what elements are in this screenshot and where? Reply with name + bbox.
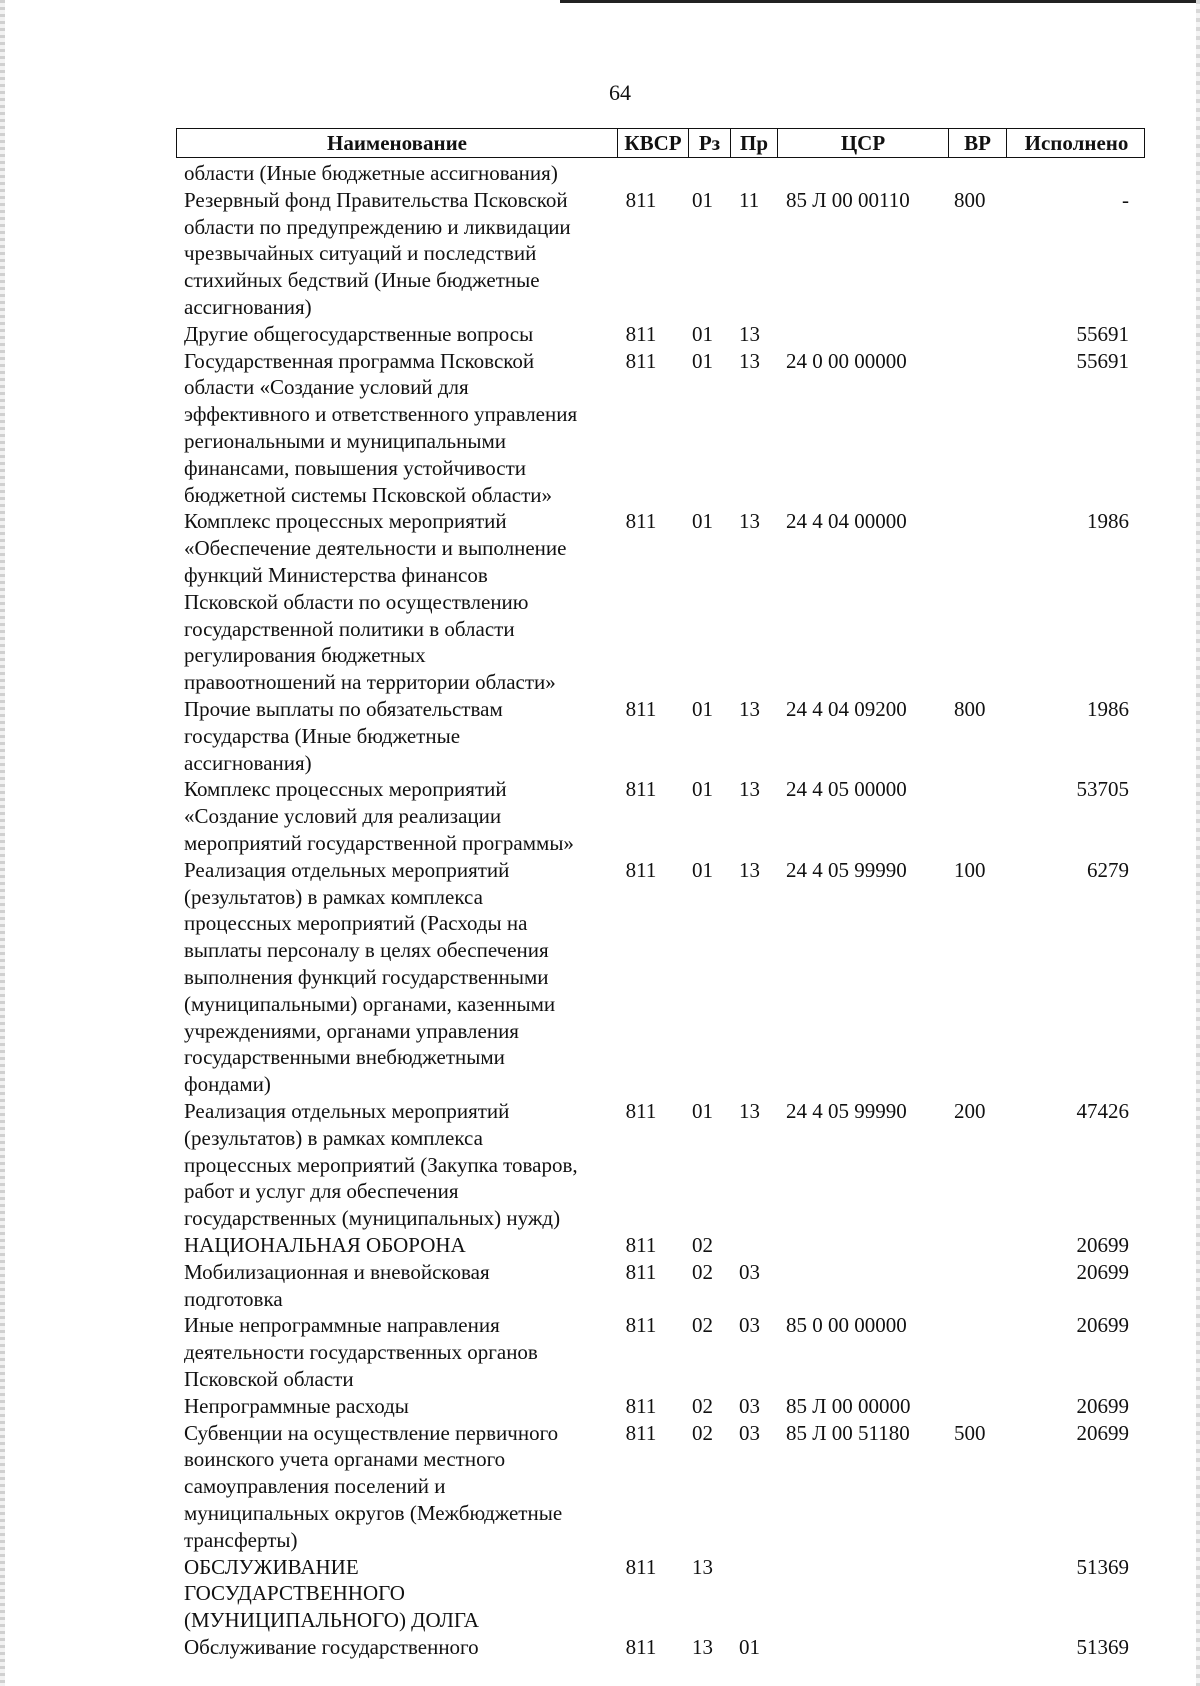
name-line: Реализация отдельных мероприятий (184, 1099, 510, 1123)
cell-pr: 13 (739, 1099, 760, 1123)
cell-rz: 13 (692, 1554, 713, 1579)
name-line: области «Создание условий для (184, 375, 469, 400)
name-line: эффективного и ответственного управления (184, 402, 578, 427)
cell-kvsr: 811 (625, 348, 657, 373)
cell-pr: 01 (739, 1635, 760, 1659)
table-header (176, 128, 1145, 158)
cell-kvsr: 811 (625, 187, 657, 212)
cell-pr: 13 (739, 697, 760, 721)
table-row (176, 348, 1145, 509)
table-row (176, 776, 1145, 856)
cell-name (184, 1554, 614, 1634)
name-line: Псковской области по осуществлению (184, 589, 529, 614)
name-line: «Создание условий для реализации (184, 804, 502, 829)
cell-kvsr: 811 (625, 1554, 657, 1579)
cell-kvsr: 811 (625, 1635, 657, 1659)
cell-name (184, 1259, 614, 1313)
cell-isp: 55691 (1076, 321, 1129, 346)
name-line: деятельности государственных органов (184, 1340, 538, 1365)
cell-rz: 02 (692, 1233, 713, 1257)
cell-vr: 800 (954, 697, 986, 721)
cell-pr: 13 (739, 509, 760, 534)
name-line: самоуправления поселений и (184, 1474, 446, 1499)
name-line: регулирования бюджетных (184, 643, 426, 668)
table-row (176, 1420, 1145, 1554)
table-row (176, 1312, 1145, 1392)
cell-kvsr: 811 (625, 857, 657, 882)
cell-pr: 13 (739, 777, 760, 802)
name-line: бюджетной системы Псковской области» (184, 482, 553, 507)
cell-isp: 20699 (1076, 1420, 1129, 1445)
cell-csr: 85 0 00 00000 (786, 1313, 907, 1338)
name-line: воинского учета органами местного (184, 1447, 506, 1472)
cell-kvsr: 811 (625, 1393, 657, 1418)
name-line: трансферты) (184, 1527, 298, 1552)
cell-name (184, 1098, 614, 1232)
name-line: ГОСУДАРСТВЕННОГО (184, 1581, 405, 1606)
cell-kvsr: 811 (625, 1259, 657, 1284)
cell-pr: 03 (739, 1420, 760, 1445)
name-line: Резервный фонд Правительства Псковской (184, 187, 568, 212)
name-line: стихийных бедствий (Иные бюджетные (184, 268, 540, 293)
table-row (176, 696, 1145, 776)
cell-isp: 55691 (1076, 348, 1129, 373)
cell-csr: 24 4 04 09200 (786, 697, 907, 721)
cell-name (184, 857, 614, 1098)
name-line: чрезвычайных ситуаций и последствий (184, 241, 537, 266)
cell-rz: 01 (692, 857, 713, 882)
cell-rz: 01 (692, 509, 713, 534)
name-line: (МУНИЦИПАЛЬНОГО) ДОЛГА (184, 1608, 479, 1633)
page-number: 64 (609, 80, 631, 105)
cell-kvsr: 811 (625, 1313, 657, 1338)
cell-pr: 03 (739, 1313, 760, 1338)
cell-rz: 01 (692, 697, 713, 721)
cell-name (184, 1312, 614, 1392)
cell-isp: 51369 (1076, 1635, 1129, 1659)
scan-edge-right (1196, 0, 1200, 1686)
name-line: процессных мероприятий (Закупка товаров, (184, 1152, 578, 1177)
table-row (176, 1634, 1145, 1661)
cell-isp: 51369 (1076, 1554, 1129, 1579)
cell-isp: 20699 (1076, 1313, 1129, 1338)
name-line: выполнения функций государственными (184, 964, 549, 989)
scan-edge-left (0, 0, 5, 1686)
name-line: «Обеспечение деятельности и выполнение (184, 536, 567, 561)
cell-name (184, 1232, 614, 1259)
header-vr: ВР (949, 129, 1007, 157)
name-line: региональными и муниципальными (184, 428, 507, 453)
name-line: Псковской области (184, 1366, 354, 1391)
table-row (176, 321, 1145, 348)
cell-csr: 24 4 05 99990 (786, 857, 907, 882)
table-row (176, 1232, 1145, 1259)
name-line: правоотношений на территории области» (184, 670, 556, 695)
header-pr: Пр (731, 129, 778, 157)
table-row (176, 187, 1145, 321)
cell-csr: 85 Л 00 00000 (786, 1393, 911, 1418)
name-line: Государственная программа Псковской (184, 348, 535, 373)
cell-name (184, 187, 614, 321)
name-line: (результатов) в рамках комплекса (184, 1125, 483, 1150)
cell-isp: 1986 (1087, 697, 1129, 721)
name-line: Мобилизационная и вневойсковая (184, 1259, 490, 1284)
cell-rz: 01 (692, 348, 713, 373)
cell-name (184, 776, 614, 856)
cell-name (184, 160, 614, 187)
header-isp: Исполнено (1024, 131, 1129, 155)
cell-kvsr: 811 (625, 1233, 657, 1257)
name-line: Прочие выплаты по обязательствам (184, 697, 503, 721)
header-kvsr: КВСР (618, 129, 689, 157)
name-line: ассигнования) (184, 294, 312, 319)
cell-name (184, 1393, 614, 1420)
cell-isp: 20699 (1076, 1259, 1129, 1284)
cell-rz: 01 (692, 777, 713, 802)
cell-vr: 800 (954, 187, 986, 212)
cell-kvsr: 811 (625, 777, 657, 802)
cell-rz: 01 (692, 321, 713, 346)
name-line: Субвенции на осуществление первичного (184, 1420, 559, 1445)
cell-name (184, 696, 614, 776)
cell-csr: 24 4 05 99990 (786, 1099, 907, 1123)
name-line: Обслуживание государственного (184, 1635, 479, 1659)
name-line: ОБСЛУЖИВАНИЕ (184, 1554, 359, 1579)
name-line: области (Иные бюджетные ассигнования) (184, 161, 558, 185)
name-line: государственными внебюджетными (184, 1045, 505, 1070)
name-line: Реализация отдельных мероприятий (184, 857, 510, 882)
cell-name (184, 1634, 614, 1661)
name-line: учреждениями, органами управления (184, 1018, 519, 1043)
cell-isp: 20699 (1076, 1233, 1129, 1257)
name-line: функций Министерства финансов (184, 562, 488, 587)
cell-name (184, 348, 614, 509)
cell-csr: 24 0 00 00000 (786, 348, 907, 373)
cell-name (184, 508, 614, 696)
table-row (176, 1554, 1145, 1634)
cell-kvsr: 811 (625, 1420, 657, 1445)
cell-isp: - (1122, 187, 1129, 212)
name-line: (результатов) в рамках комплекса (184, 884, 483, 909)
table-row (176, 857, 1145, 1098)
cell-isp: 20699 (1076, 1393, 1129, 1418)
table-row (176, 160, 1145, 187)
cell-pr: 13 (739, 321, 760, 346)
cell-rz: 02 (692, 1259, 713, 1284)
cell-vr: 500 (954, 1420, 986, 1445)
cell-isp: 53705 (1076, 777, 1129, 802)
cell-kvsr: 811 (625, 321, 657, 346)
cell-vr: 200 (954, 1099, 986, 1123)
cell-pr: 11 (739, 187, 760, 212)
cell-rz: 02 (692, 1313, 713, 1338)
name-line: государственных (муниципальных) нужд) (184, 1206, 561, 1231)
name-line: (муниципальными) органами, казенными (184, 991, 556, 1016)
name-line: Комплекс процессных мероприятий (184, 509, 507, 534)
name-line: работ и услуг для обеспечения (184, 1179, 459, 1204)
name-line: НАЦИОНАЛЬНАЯ ОБОРОНА (184, 1233, 466, 1257)
cell-csr: 24 4 04 00000 (786, 509, 907, 534)
name-line: фондами) (184, 1072, 271, 1097)
cell-pr: 03 (739, 1259, 760, 1284)
table-row (176, 508, 1145, 696)
cell-pr: 13 (739, 857, 760, 882)
name-line: области по предупреждению и ликвидации (184, 214, 571, 239)
cell-rz: 02 (692, 1393, 713, 1418)
cell-csr: 85 Л 00 00110 (786, 187, 910, 212)
name-line: мероприятий государственной программы» (184, 830, 574, 855)
table-row (176, 1098, 1145, 1232)
cell-vr: 100 (954, 857, 986, 882)
table-row (176, 1393, 1145, 1420)
name-line: Комплекс процессных мероприятий (184, 777, 507, 802)
header-csr: ЦСР (778, 129, 949, 157)
name-line: выплаты персоналу в целях обеспечения (184, 938, 549, 963)
cell-rz: 13 (692, 1635, 713, 1659)
cell-rz: 01 (692, 1099, 713, 1123)
name-line: государства (Иные бюджетные (184, 723, 461, 748)
name-line: процессных мероприятий (Расходы на (184, 911, 528, 936)
cell-pr: 13 (739, 348, 760, 373)
name-line: Другие общегосударственные вопросы (184, 321, 534, 346)
cell-isp: 47426 (1076, 1099, 1129, 1123)
cell-isp: 1986 (1087, 509, 1129, 534)
cell-csr: 85 Л 00 51180 (786, 1420, 910, 1445)
name-line: финансами, повышения устойчивости (184, 455, 526, 480)
header-rz: Рз (689, 129, 731, 157)
cell-name (184, 321, 614, 348)
cell-csr: 24 4 05 00000 (786, 777, 907, 802)
table-row (176, 1259, 1145, 1313)
name-line: ассигнования) (184, 750, 312, 775)
scan-edge-top (560, 0, 1200, 3)
name-line: государственной политики в области (184, 616, 515, 641)
cell-rz: 02 (692, 1420, 713, 1445)
name-line: Иные непрограммные направления (184, 1313, 500, 1338)
cell-name (184, 1420, 614, 1554)
cell-kvsr: 811 (625, 1099, 657, 1123)
header-name: Наименование (177, 129, 618, 157)
name-line: подготовка (184, 1286, 283, 1311)
cell-rz: 01 (692, 187, 713, 212)
cell-pr: 03 (739, 1393, 760, 1418)
cell-kvsr: 811 (625, 509, 657, 534)
name-line: Непрограммные расходы (184, 1393, 409, 1418)
cell-kvsr: 811 (625, 697, 657, 721)
name-line: муниципальных округов (Межбюджетные (184, 1500, 563, 1525)
cell-isp: 6279 (1087, 857, 1129, 882)
